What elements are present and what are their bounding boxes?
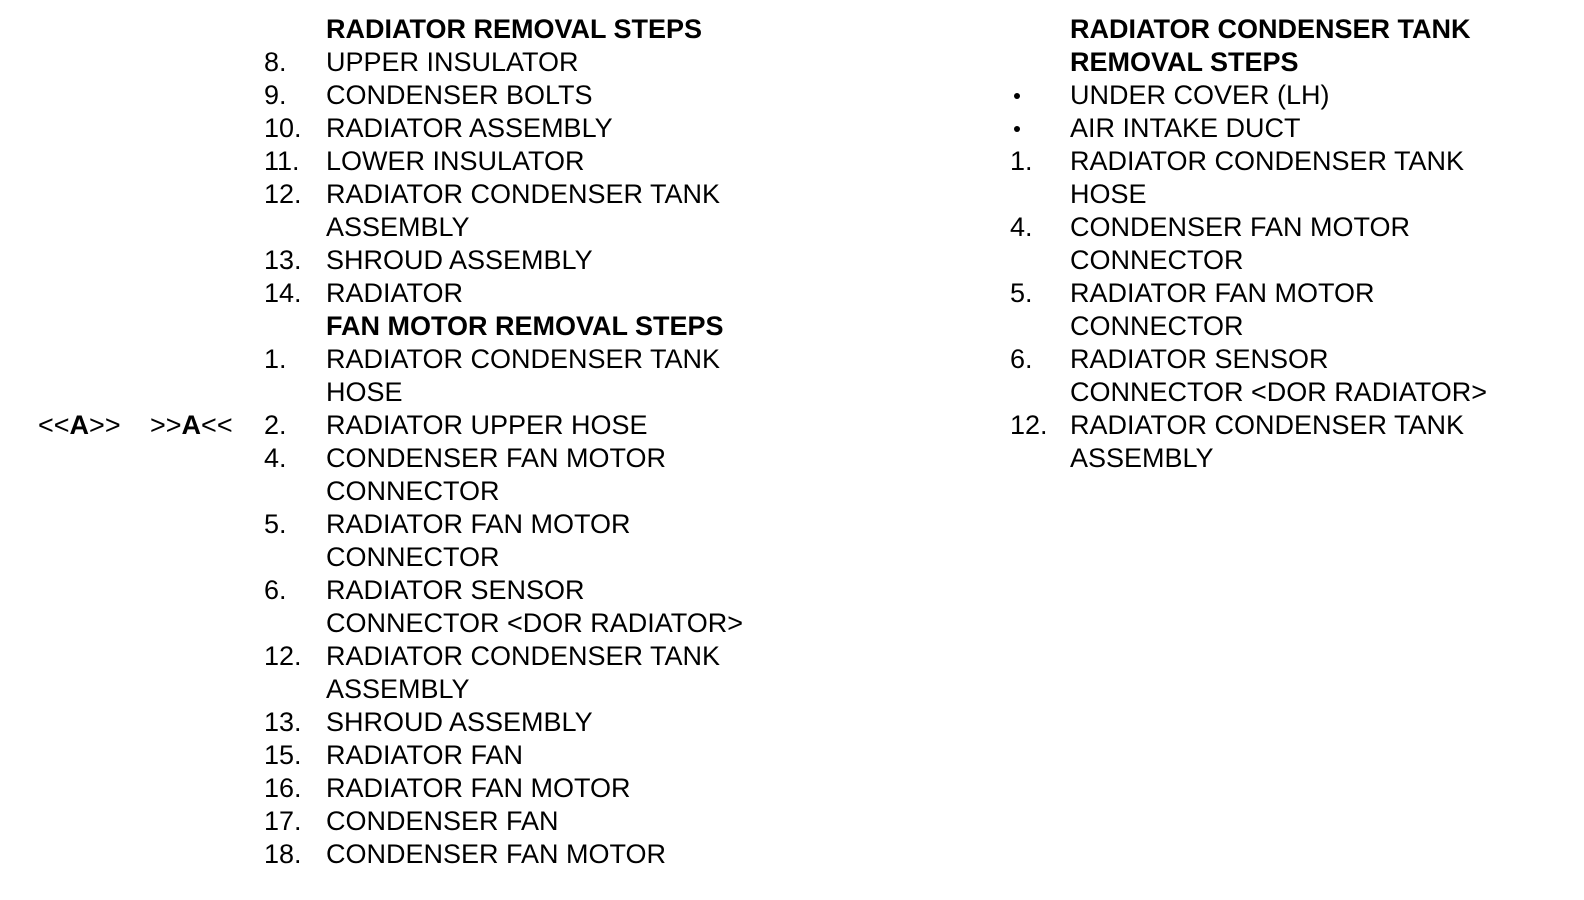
step-text: RADIATOR SENSOR	[326, 575, 585, 605]
step-text: RADIATOR FAN MOTOR	[326, 509, 631, 539]
step-text: ASSEMBLY	[1070, 443, 1214, 473]
step-text: RADIATOR CONDENSER TANK	[326, 344, 721, 374]
step-item	[0, 79, 800, 112]
section-heading	[1008, 13, 1568, 46]
step-text: RADIATOR FAN	[326, 740, 524, 770]
step-text: UNDER COVER (LH)	[1070, 80, 1330, 110]
step-item	[1008, 211, 1568, 244]
step-number: 6.	[264, 575, 287, 605]
step-item	[0, 772, 800, 805]
step-item-continuation	[1008, 310, 1568, 343]
step-item-continuation	[0, 211, 800, 244]
step-text: AIR INTAKE DUCT	[1070, 113, 1301, 143]
step-item	[0, 244, 800, 277]
step-item	[0, 178, 800, 211]
step-number: 5.	[264, 509, 287, 539]
step-item-continuation	[1008, 178, 1568, 211]
step-item	[1008, 343, 1568, 376]
removal-service-point-tag: <<A>>	[38, 410, 121, 440]
bullet-dot-icon	[1014, 93, 1020, 99]
heading-text: RADIATOR CONDENSER TANK	[1070, 14, 1471, 44]
step-item	[0, 706, 800, 739]
step-item	[0, 409, 800, 442]
step-item	[0, 145, 800, 178]
step-number: 17.	[264, 806, 302, 836]
step-text: CONDENSER FAN MOTOR	[1070, 212, 1411, 242]
step-number: 12.	[264, 641, 302, 671]
step-item	[0, 739, 800, 772]
step-text: CONNECTOR <DOR RADIATOR>	[326, 608, 744, 638]
step-number: 13.	[264, 245, 302, 275]
step-text: CONDENSER FAN	[326, 806, 559, 836]
step-number: 12.	[264, 179, 302, 209]
step-text: UPPER INSULATOR	[326, 47, 579, 77]
heading-text: RADIATOR REMOVAL STEPS	[326, 14, 703, 44]
step-text: RADIATOR SENSOR	[1070, 344, 1329, 374]
step-item	[0, 112, 800, 145]
step-number: 6.	[1010, 344, 1033, 374]
step-number: 2.	[264, 410, 287, 440]
step-text: CONNECTOR <DOR RADIATOR>	[1070, 377, 1488, 407]
step-item	[1008, 409, 1568, 442]
step-text: CONNECTOR	[1070, 311, 1244, 341]
step-number: 14.	[264, 278, 302, 308]
step-item	[0, 508, 800, 541]
radiator-removal-column	[0, 13, 800, 871]
step-number: 12.	[1010, 410, 1048, 440]
step-text: HOSE	[326, 377, 403, 407]
step-text: RADIATOR UPPER HOSE	[326, 410, 648, 440]
installation-service-point-tag: >>A<<	[150, 410, 233, 440]
step-text: SHROUD ASSEMBLY	[326, 245, 593, 275]
step-item-continuation	[0, 475, 800, 508]
bullet-item	[1008, 112, 1568, 145]
step-number: 8.	[264, 47, 287, 77]
step-text: RADIATOR CONDENSER TANK	[326, 179, 721, 209]
step-text: CONDENSER FAN MOTOR	[326, 839, 667, 869]
step-text: CONNECTOR	[326, 542, 500, 572]
section-heading	[0, 310, 800, 343]
step-number: 13.	[264, 707, 302, 737]
step-number: 4.	[264, 443, 287, 473]
step-text: RADIATOR	[326, 278, 464, 308]
step-item-continuation	[1008, 376, 1568, 409]
step-item	[0, 574, 800, 607]
step-text: RADIATOR CONDENSER TANK	[1070, 410, 1465, 440]
step-item-continuation	[1008, 244, 1568, 277]
step-text: RADIATOR CONDENSER TANK	[326, 641, 721, 671]
step-item	[0, 805, 800, 838]
bullet-item	[1008, 79, 1568, 112]
step-number: 16.	[264, 773, 302, 803]
step-text: LOWER INSULATOR	[326, 146, 585, 176]
step-text: SHROUD ASSEMBLY	[326, 707, 593, 737]
bullet-dot-icon	[1014, 126, 1020, 132]
step-text: ASSEMBLY	[326, 674, 470, 704]
step-text: RADIATOR CONDENSER TANK	[1070, 146, 1465, 176]
step-text: RADIATOR FAN MOTOR	[326, 773, 631, 803]
step-text: CONNECTOR	[326, 476, 500, 506]
step-item	[1008, 277, 1568, 310]
step-item	[0, 277, 800, 310]
step-number: 9.	[264, 80, 287, 110]
step-number: 5.	[1010, 278, 1033, 308]
step-item-continuation	[0, 673, 800, 706]
step-number: 1.	[1010, 146, 1033, 176]
step-text: RADIATOR FAN MOTOR	[1070, 278, 1375, 308]
step-text: CONDENSER FAN MOTOR	[326, 443, 667, 473]
step-text: CONDENSER BOLTS	[326, 80, 593, 110]
step-item	[0, 46, 800, 79]
step-item	[0, 442, 800, 475]
section-heading	[0, 13, 800, 46]
step-text: CONNECTOR	[1070, 245, 1244, 275]
condenser-tank-removal-column	[1008, 13, 1568, 475]
step-number: 15.	[264, 740, 302, 770]
step-item-continuation	[0, 541, 800, 574]
step-item	[0, 838, 800, 871]
step-number: 1.	[264, 344, 287, 374]
step-number: 4.	[1010, 212, 1033, 242]
step-item	[1008, 145, 1568, 178]
step-text: ASSEMBLY	[326, 212, 470, 242]
step-item	[0, 343, 800, 376]
step-number: 11.	[264, 146, 300, 176]
step-item	[0, 640, 800, 673]
section-heading	[1008, 46, 1568, 79]
step-text: HOSE	[1070, 179, 1147, 209]
step-item-continuation	[1008, 442, 1568, 475]
heading-text: FAN MOTOR REMOVAL STEPS	[326, 311, 724, 341]
step-number: 18.	[264, 839, 302, 869]
heading-text: REMOVAL STEPS	[1070, 47, 1299, 77]
step-text: RADIATOR ASSEMBLY	[326, 113, 613, 143]
step-number: 10.	[264, 113, 302, 143]
step-item-continuation	[0, 376, 800, 409]
step-item-continuation	[0, 607, 800, 640]
